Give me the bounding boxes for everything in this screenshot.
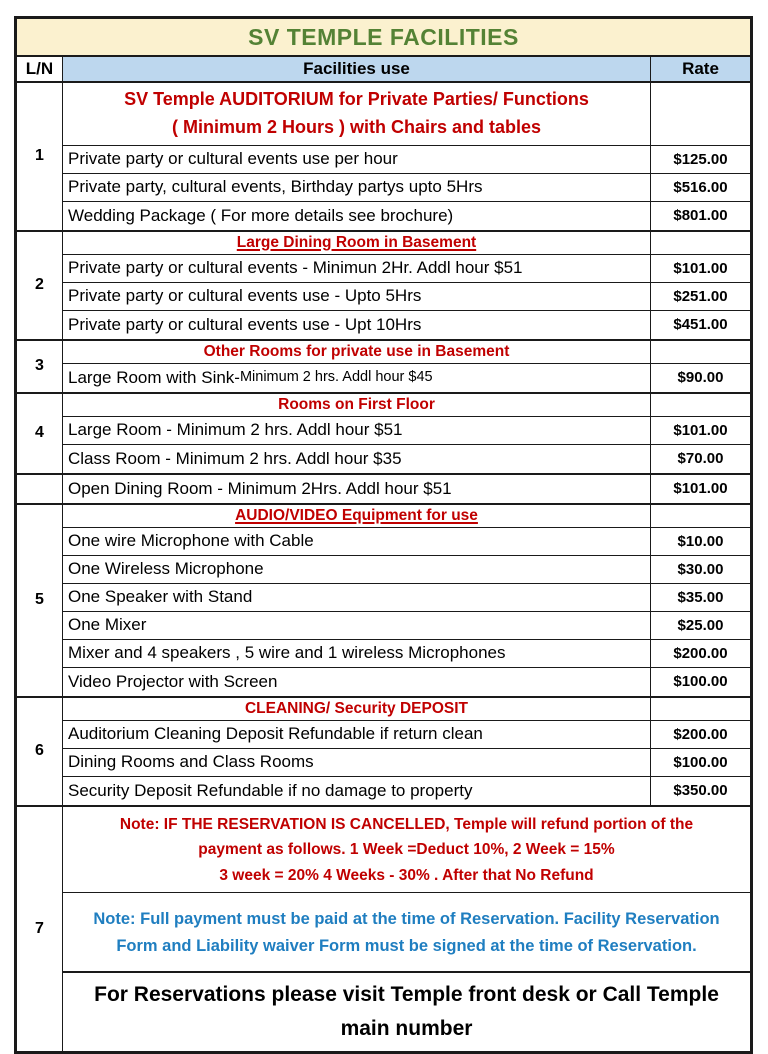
rate-cell-empty (651, 698, 750, 720)
facility-label: Private party or cultural events - Minimun 2Hr. Addl hour $51 (63, 255, 651, 282)
group-rows (63, 394, 750, 473)
group-rows (63, 83, 750, 230)
facility-label: Security Deposit Refundable if no damage to property (63, 777, 651, 805)
facility-group (17, 232, 750, 341)
group-header-row (63, 698, 750, 721)
column-header-facility: Facilities use (63, 57, 651, 81)
rate-value: $101.00 (673, 421, 728, 439)
rate-value: $25.00 (677, 616, 724, 634)
cancellation-note-line: Note: IF THE RESERVATION IS CANCELLED, Temple will refund portion of the (119, 815, 694, 833)
facility-label-small: Minimum 2 hrs. Addl hour $45 (239, 369, 433, 386)
facility-row (63, 202, 750, 230)
facility-row (63, 528, 750, 556)
rate-cell-empty (651, 394, 750, 416)
group-header-row (63, 394, 750, 417)
facilities-table (14, 16, 753, 1054)
column-header-row (17, 57, 750, 83)
group-number: 1 (17, 83, 63, 230)
cancellation-note-line: 3 week = 20% 4 Weeks - 30% . After that No Refund (219, 866, 594, 884)
group-header-label (63, 394, 651, 416)
facility-label: One Wireless Microphone (63, 556, 651, 583)
facility-label: Auditorium Cleaning Deposit Refundable if return clean (63, 721, 651, 748)
facility-row (63, 584, 750, 612)
rate-value: $516.00 (673, 178, 728, 196)
facility-row (63, 668, 750, 696)
facility-row (63, 146, 750, 174)
group-header-line: Other Rooms for private use in Basement (203, 342, 510, 360)
facility-label: One Mixer (63, 612, 651, 639)
group-header-row (63, 83, 750, 146)
rate-value: $125.00 (673, 150, 728, 168)
group-header-line: Rooms on First Floor (278, 395, 435, 413)
group-header-line: AUDIO/VIDEO Equipment for use (235, 506, 478, 524)
group-header-label (63, 698, 651, 720)
rate-value: $200.00 (673, 644, 728, 662)
rate-value: $35.00 (677, 588, 724, 606)
rate-value: $101.00 (673, 480, 728, 498)
payment-note: Note: Full payment must be paid at the time of Reservation. Facility Reservation Form and Liability waiver Form must be signed at the time of Reservation. (63, 893, 750, 973)
notes-rows (63, 807, 750, 1052)
column-header-rate: Rate (651, 57, 750, 81)
rate-value: $30.00 (677, 560, 724, 578)
rate-cell-empty (651, 232, 750, 254)
facility-label: Private party or cultural events use - Upt 10Hrs (63, 311, 651, 339)
facility-row (63, 311, 750, 339)
notes-group (17, 807, 750, 1052)
facility-label: Dining Rooms and Class Rooms (63, 749, 651, 776)
group-number: 3 (17, 341, 63, 392)
group-header-line: ( Minimum 2 Hours ) with Chairs and tables (171, 116, 542, 137)
facility-label: Private party or cultural events use per hour (63, 146, 651, 173)
group-header-line: CLEANING/ Security DEPOSIT (244, 699, 469, 717)
cancellation-note (63, 807, 750, 894)
group-header-row (63, 505, 750, 528)
group-rows (63, 505, 750, 696)
group-number: 7 (17, 807, 63, 1052)
facility-label: One Speaker with Stand (63, 584, 651, 611)
facility-label: Private party, cultural events, Birthday partys upto 5Hrs (63, 174, 651, 201)
facility-label: One wire Microphone with Cable (63, 528, 651, 555)
facility-row (63, 749, 750, 777)
rate-value: $350.00 (673, 782, 728, 800)
rate-value: $70.00 (677, 450, 724, 468)
group-rows (63, 475, 750, 503)
rate-cell-empty (651, 83, 750, 145)
rate-value: $251.00 (673, 287, 728, 305)
facility-group (17, 698, 750, 807)
facility-row (63, 174, 750, 202)
rate-value: $100.00 (673, 673, 728, 691)
rate-cell-empty (651, 505, 750, 527)
group-header-label (63, 83, 651, 145)
group-header-line: SV Temple AUDITORIUM for Private Parties/ Functions (124, 89, 589, 109)
facility-label: Mixer and 4 speakers , 5 wire and 1 wireless Microphones (63, 640, 651, 667)
facility-row (63, 556, 750, 584)
rate-value: $451.00 (673, 316, 728, 334)
group-header-label (63, 505, 651, 527)
facility-row (63, 255, 750, 283)
facility-group (17, 475, 750, 505)
facility-group (17, 341, 750, 394)
group-rows (63, 232, 750, 339)
page-title: SV TEMPLE FACILITIES (17, 19, 750, 57)
facility-row (63, 364, 750, 392)
facility-row (63, 445, 750, 473)
facility-label: Video Projector with Screen (63, 668, 651, 696)
facility-row (63, 283, 750, 311)
group-number: 5 (17, 505, 63, 696)
group-number: 2 (17, 232, 63, 339)
rate-value: $801.00 (673, 207, 728, 225)
facility-row (63, 475, 750, 503)
facility-row (63, 721, 750, 749)
group-header-line: Large Dining Room in Basement (236, 233, 477, 251)
rate-value: $90.00 (677, 369, 724, 387)
group-number: 4 (17, 394, 63, 473)
facility-group (17, 505, 750, 698)
group-header-label (63, 341, 651, 363)
group-rows (63, 698, 750, 805)
facility-group (17, 83, 750, 232)
table-groups (17, 83, 750, 807)
group-header-row (63, 232, 750, 255)
facility-label: Large Room with Sink- Minimum 2 hrs. Addl hour $45 (63, 364, 651, 392)
facility-row (63, 777, 750, 805)
facility-group (17, 394, 750, 475)
group-rows (63, 341, 750, 392)
facility-row (63, 640, 750, 668)
facility-label: Wedding Package ( For more details see brochure) (63, 202, 651, 230)
rate-value: $100.00 (673, 753, 728, 771)
facility-row (63, 612, 750, 640)
rate-value: $101.00 (673, 259, 728, 277)
rate-value: $10.00 (677, 532, 724, 550)
group-number (17, 475, 63, 503)
facility-label: Large Room - Minimum 2 hrs. Addl hour $51 (63, 417, 651, 444)
facility-label: Open Dining Room - Minimum 2Hrs. Addl hour $51 (63, 475, 651, 503)
group-header-label (63, 232, 651, 254)
group-number: 6 (17, 698, 63, 805)
rate-cell-empty (651, 341, 750, 363)
facility-row (63, 417, 750, 445)
cancellation-note-line: payment as follows. 1 Week =Deduct 10%, 2 Week = 15% (198, 841, 615, 859)
column-header-ln: L/N (17, 57, 63, 81)
facility-label: Private party or cultural events use - Upto 5Hrs (63, 283, 651, 310)
reservation-info: For Reservations please visit Temple front desk or Call Temple main number (94, 983, 719, 1040)
rate-value: $200.00 (673, 725, 728, 743)
facility-label: Class Room - Minimum 2 hrs. Addl hour $35 (63, 445, 651, 473)
group-header-row (63, 341, 750, 364)
